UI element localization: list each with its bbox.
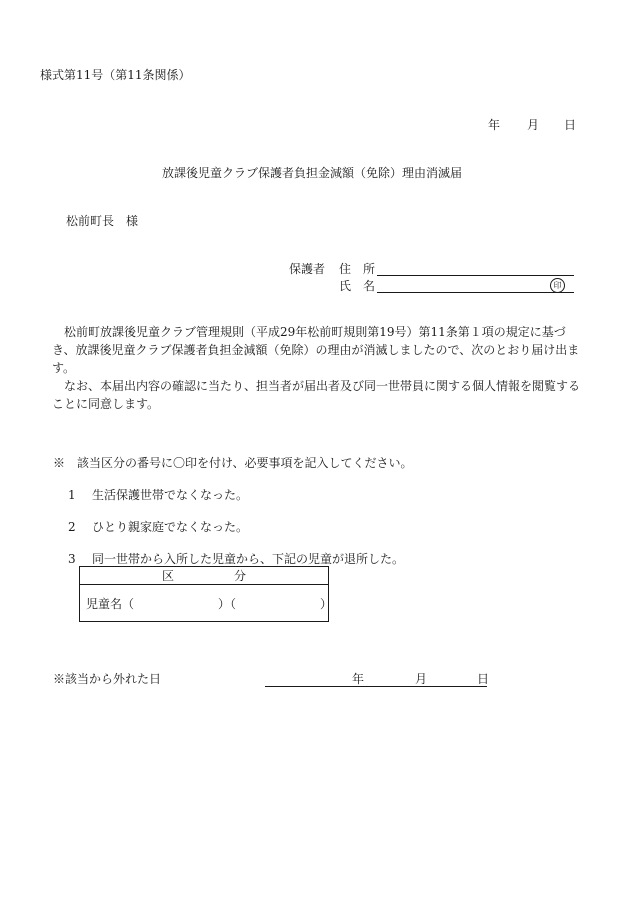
body-paragraph-1: 松前町放課後児童クラブ管理規則（平成29年松前町規則第19号）第11条第１項の規定に基づき、放課後児童クラブ保護者負担金減額（免除）の理由が消滅しましたので、次のとおり届け出ます。 bbox=[52, 325, 580, 375]
address-label: 住 所 bbox=[339, 262, 376, 276]
removal-date-line[interactable] bbox=[265, 686, 487, 687]
date-month: 月 bbox=[527, 118, 540, 132]
instruction-note: ※ 該当区分の番号に〇印を付け、必要事項を記入してください。 bbox=[53, 456, 413, 470]
seal-icon: 印 bbox=[550, 278, 565, 293]
removal-date-day: 日 bbox=[477, 672, 490, 686]
body-text bbox=[52, 323, 580, 413]
option-2-number[interactable]: 2 bbox=[68, 520, 76, 534]
removal-date-label: ※該当から外れた日 bbox=[53, 672, 162, 686]
child-table bbox=[79, 566, 333, 622]
address-field-line[interactable] bbox=[377, 275, 574, 276]
addressee: 松前町長 様 bbox=[66, 214, 139, 228]
option-1-number[interactable]: 1 bbox=[68, 488, 76, 502]
removal-date-month: 月 bbox=[415, 672, 428, 686]
option-1-text: 生活保護世帯でなくなった。 bbox=[92, 488, 249, 502]
option-3-text: 同一世帯から入所した児童から、下記の児童が退所した。 bbox=[92, 552, 405, 566]
document-title: 放課後児童クラブ保護者負担金減額（免除）理由消滅届 bbox=[162, 166, 463, 180]
date-year: 年 bbox=[488, 118, 501, 132]
name-field-line[interactable] bbox=[377, 292, 574, 293]
removal-date-year: 年 bbox=[352, 672, 365, 686]
date-day: 日 bbox=[564, 118, 577, 132]
child-name-row[interactable]: 児童名（ ）（ ） bbox=[80, 585, 329, 622]
table-header-kubun: 区 分 bbox=[80, 567, 329, 585]
name-label: 氏 名 bbox=[339, 279, 376, 293]
option-2-text: ひとり親家庭でなくなった。 bbox=[92, 520, 249, 534]
form-number: 様式第11号（第11条関係） bbox=[40, 68, 191, 82]
body-paragraph-2: なお、本届出内容の確認に当たり、担当者が届出者及び同一世帯員に関する個人情報を閲覧することに同意します。 bbox=[52, 379, 581, 411]
applicant-role: 保護者 bbox=[289, 262, 326, 276]
option-3-number[interactable]: 3 bbox=[68, 552, 76, 566]
